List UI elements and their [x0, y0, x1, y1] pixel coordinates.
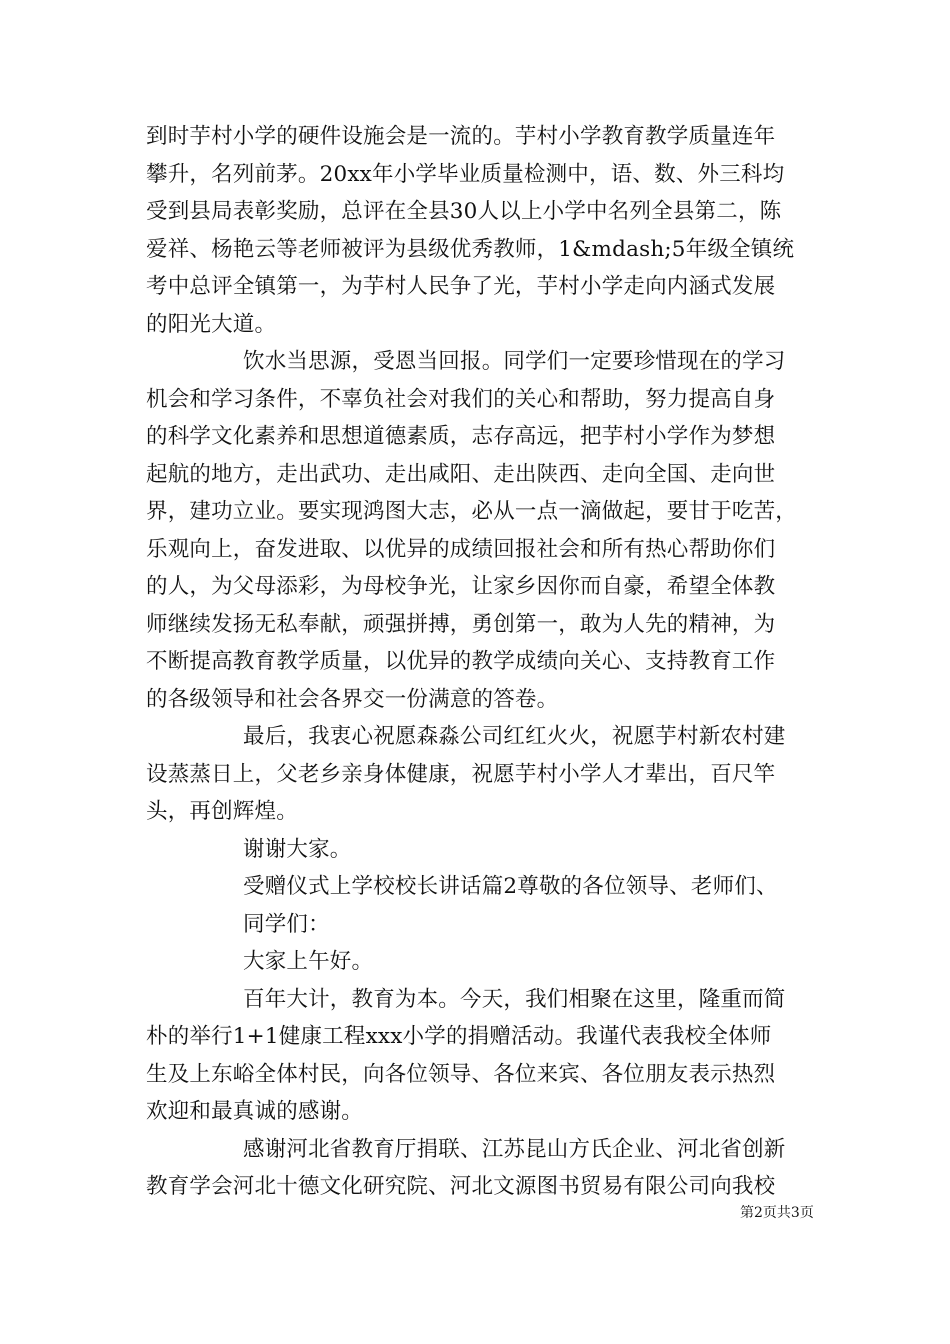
- body-line: 到时芋村小学的硬件设施会是一流的。芋村小学教育教学质量连年: [146, 124, 776, 149]
- body-line: 攀升，名列前茅。20xx年小学毕业质量检测中，语、数、外三科均: [146, 161, 785, 187]
- document-body: [146, 118, 826, 1206]
- body-line: 头，再创辉煌。: [146, 799, 298, 824]
- body-line: 的阳光大道。: [146, 311, 277, 337]
- body-line: 教育学会河北十德文化研究院、河北文源图书贸易有限公司向我校: [146, 1174, 776, 1199]
- body-line: 起航的地方，走出武功、走出咸阳、走出陕西、走向全国、走向世: [146, 461, 776, 487]
- body-line: 的各级领导和社会各界交一份满意的答卷。: [146, 686, 559, 712]
- body-line: 界，建功立业。要实现鸿图大志，必从一点一滴做起，要甘于吃苦，: [146, 499, 798, 524]
- body-line: 师继续发扬无私奉献，顽强拼搏，勇创第一，敢为人先的精神，为: [146, 611, 776, 637]
- body-line: 最后，我衷心祝愿森淼公司红红火火，祝愿芋村新农村建: [243, 724, 786, 749]
- body-line: 受到县局表彰奖励，总评在全县30人以上小学中名列全县第二，陈: [146, 199, 782, 224]
- body-line: 的科学文化素养和思想道德素质，志存高远，把芋村小学作为梦想: [146, 424, 776, 449]
- body-line: 乐观向上，奋发进取、以优异的成绩回报社会和所有热心帮助你们: [146, 536, 776, 562]
- body-line: 朴的举行1+1健康工程xxx小学的捐赠活动。我谨代表我校全体师: [146, 1024, 772, 1049]
- page-footer: 第2页共3页: [740, 1205, 814, 1221]
- body-line: 百年大计，教育为本。今天，我们相聚在这里，隆重而简: [243, 986, 786, 1012]
- body-line: 欢迎和最真诚的感谢。: [146, 1099, 364, 1124]
- body-line: 爱祥、杨艳云等老师被评为县级优秀教师，1&mdash;5年级全镇统: [146, 236, 795, 262]
- body-line: 同学们：: [243, 911, 330, 937]
- body-line: 感谢河北省教育厅捐联、江苏昆山方氏企业、河北省创新: [243, 1136, 786, 1162]
- body-line: 生及上东峪全体村民，向各位领导、各位来宾、各位朋友表示热烈: [146, 1061, 776, 1087]
- body-line: 饮水当思源，受恩当回报。同学们一定要珍惜现在的学习: [243, 349, 786, 374]
- body-line: 受赠仪式上学校校长讲话篇2尊敬的各位领导、老师们、: [243, 874, 778, 899]
- body-line: 大家上午好。: [243, 949, 374, 974]
- body-line: 的人，为父母添彩，为母校争光，让家乡因你而自豪，希望全体教: [146, 574, 776, 599]
- body-line: 考中总评全镇第一，为芋村人民争了光，芋村小学走向内涵式发展: [146, 274, 776, 299]
- body-line: 机会和学习条件，不辜负社会对我们的关心和帮助，努力提高自身: [146, 386, 776, 412]
- body-line: 设蒸蒸日上，父老乡亲身体健康，祝愿芋村小学人才辈出，百尺竿: [146, 761, 776, 787]
- body-line: 不断提高教育教学质量，以优异的教学成绩向关心、支持教育工作: [146, 649, 776, 674]
- body-line: 谢谢大家。: [243, 836, 352, 862]
